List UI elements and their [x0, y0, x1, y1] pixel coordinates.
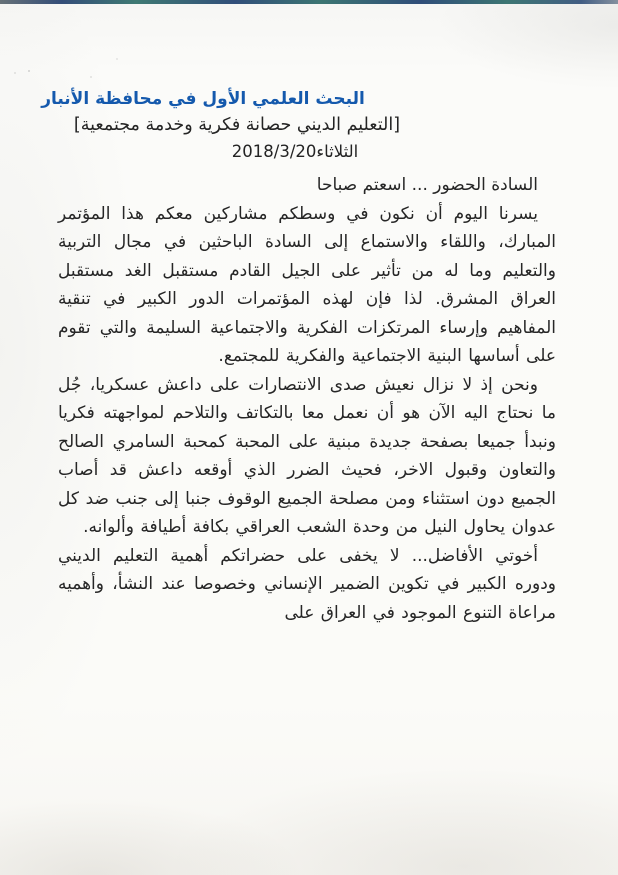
document-content [41, 86, 556, 627]
scanner-edge-artifact [0, 0, 618, 4]
document-subtitle: [التعليم الديني حصانة فكرية وخدمة مجتمعية] [73, 115, 401, 135]
paragraph-unity-after-daesh: ونحن إذ لا نزال نعيش صدى الانتصارات على داعش عسكريا، جُل ما نحتاج اليه الآن هو أن نعمل معا بالتكاتف والتلاحم لمواجهته فكريا ونبدأ جميعا بصفحة جديدة مبنية على المحبة كمحبة السامري الصالح والتعاون وقبول الاخر، فحيث الضرر الذي أوقعه داعش قد أصاب الجميع دون استثناء ومن مصلحة الجميع الوقوف جنبا إلى جنب ضد كل عدوان يحاول النيل من وحدة الشعب العراقي بكافة أطيافة وألوانه. [58, 374, 556, 537]
paragraph-conference-welcome: يسرنا اليوم أن نكون في وسطكم مشاركين معكم هذا المؤتمر المبارك، واللقاء والاستماع إلى السادة الباحثين في مجال التربية والتعليم وما له من تأثير على الجيل القادم مستقبل الغد مستقبل العراق المشرق. لذا فإن لهذه المؤتمرات الدور الكبير في تنقية المفاهيم وإرساء المرتكزات الفكرية والاجتماعية السليمة والتي تقوم على أساسها البنية الاجتماعية والفكرية للمجتمع. [58, 203, 556, 366]
paragraph-religious-education: أخوتي الأفاضل... لا يخفى على حضراتكم أهمية التعليم الديني ودوره الكبير في تكوين الضمير الإنساني وخصوصا عند النشأ، وأهميه مراعاة التنوع الموجود في العراق على [58, 545, 556, 623]
document-date: الثلاثاء2018/3/20 [231, 142, 359, 161]
document-title: البحث العلمي الأول في محافظة الأنبار [41, 89, 365, 109]
greeting-line: السادة الحضور ... اسعتم صباحا [316, 175, 538, 195]
paper-speckles [28, 70, 30, 72]
